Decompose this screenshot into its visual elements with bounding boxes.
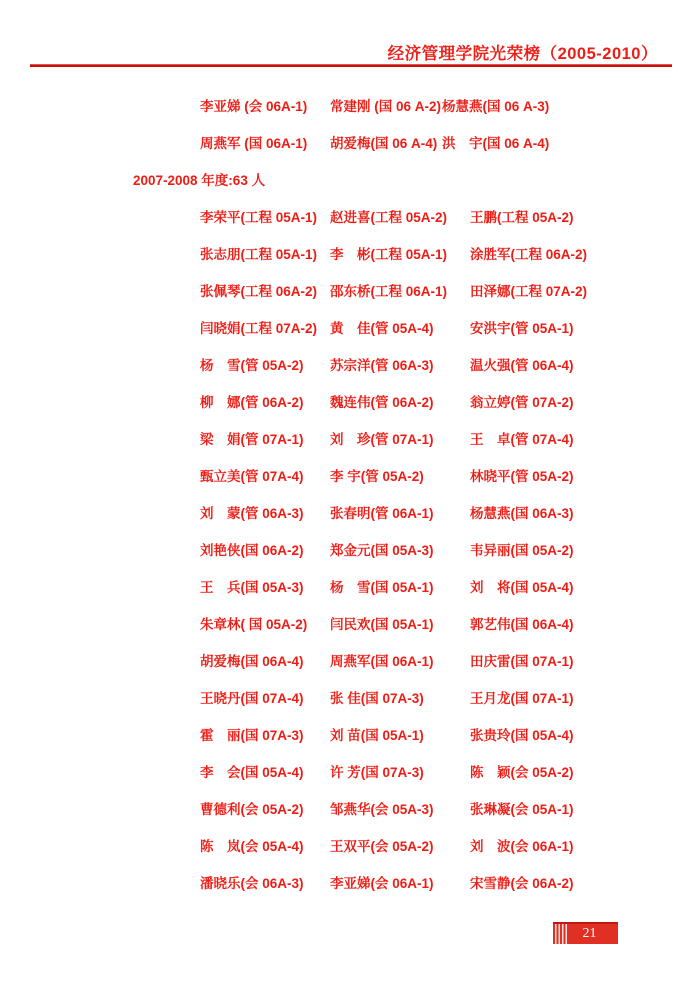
honor-roll-row [0, 532, 700, 569]
honor-roll-row [0, 717, 700, 754]
honor-roll-row [0, 569, 700, 606]
honoree-entry: 周燕军(国 06A-1) [330, 654, 434, 669]
honoree-entry: 刘 将(国 05A-4) [470, 580, 574, 595]
honoree-entry: 林晓平(管 05A-2) [470, 469, 574, 484]
honoree-entry: 李亚娣(会 06A-1) [330, 876, 434, 891]
honor-roll-row [0, 199, 700, 236]
honoree-entry: 王鹏(工程 05A-2) [470, 210, 574, 225]
page-number-badge [553, 922, 618, 944]
honor-roll-row [0, 791, 700, 828]
honoree-entry: 张佩琴(工程 06A-2) [200, 284, 318, 299]
honoree-entry: 洪 宇(国 06 A-4) [442, 136, 550, 151]
honoree-entry: 常建刚 (国 06 A-2) [330, 99, 442, 114]
honoree-entry: 甄立美(管 07A-4) [200, 469, 304, 484]
honor-roll-list [0, 88, 700, 902]
honoree-entry: 王 兵(国 05A-3) [200, 580, 304, 595]
honor-roll-row [0, 865, 700, 902]
honoree-entry: 黄 佳(管 05A-4) [330, 321, 434, 336]
honor-roll-row [0, 680, 700, 717]
honoree-entry: 韦异丽(国 05A-2) [470, 543, 574, 558]
honoree-entry: 陈 颖(会 05A-2) [470, 765, 574, 780]
section-heading-2007-2008: 2007-2008 年度:63 人 [133, 173, 266, 188]
honoree-entry: 刘 蒙(管 06A-3) [200, 506, 304, 521]
page-number: 21 [582, 926, 597, 941]
honoree-entry: 张志朋(工程 05A-1) [200, 247, 318, 262]
honoree-entry: 陈 岚(会 05A-4) [200, 839, 304, 854]
honor-roll-row [0, 495, 700, 532]
honoree-entry: 李 宇(管 05A-2) [330, 469, 424, 484]
honoree-entry: 胡爱梅(国 06 A-4) [330, 136, 438, 151]
honoree-entry: 刘 波(会 06A-1) [470, 839, 574, 854]
honoree-entry: 温火强(管 06A-4) [470, 358, 574, 373]
honoree-entry: 杨 雪(国 05A-1) [330, 580, 434, 595]
honor-roll-row [0, 458, 700, 495]
honoree-entry: 王 卓(管 07A-4) [470, 432, 574, 447]
honoree-entry: 朱章林( 国 05A-2) [200, 617, 308, 632]
honoree-entry: 郑金元(国 05A-3) [330, 543, 434, 558]
honoree-entry: 翁立婷(管 07A-2) [470, 395, 574, 410]
honoree-entry: 王晓丹(国 07A-4) [200, 691, 304, 706]
honor-roll-row [0, 88, 700, 125]
honoree-entry: 苏宗洋(管 06A-3) [330, 358, 434, 373]
honor-roll-row [0, 384, 700, 421]
honoree-entry: 王双平(会 05A-2) [330, 839, 434, 854]
honoree-entry: 张春明(管 06A-1) [330, 506, 434, 521]
honor-roll-row [0, 347, 700, 384]
honoree-entry: 王月龙(国 07A-1) [470, 691, 574, 706]
honor-roll-row [0, 606, 700, 643]
honoree-entry: 闫晓娟(工程 07A-2) [200, 321, 318, 336]
honoree-entry: 郭艺伟(国 06A-4) [470, 617, 574, 632]
honoree-entry: 霍 丽(国 07A-3) [200, 728, 304, 743]
honor-roll-row [0, 643, 700, 680]
page-title: 经济管理学院光荣榜（2005-2010） [387, 45, 658, 63]
honoree-entry: 闫民欢(国 05A-1) [330, 617, 434, 632]
badge-stripes-decoration [553, 924, 567, 944]
header-rule [30, 64, 672, 67]
honor-roll-row [0, 828, 700, 865]
honoree-entry: 柳 娜(管 06A-2) [200, 395, 304, 410]
honoree-entry: 杨慧燕(国 06A-3) [470, 506, 574, 521]
honor-roll-row [0, 754, 700, 791]
honoree-entry: 杨 雪(管 05A-2) [200, 358, 304, 373]
honoree-entry: 潘晓乐(会 06A-3) [200, 876, 304, 891]
honoree-entry: 李荣平(工程 05A-1) [200, 210, 318, 225]
honoree-entry: 曹德利(会 05A-2) [200, 802, 304, 817]
honoree-entry: 胡爱梅(国 06A-4) [200, 654, 304, 669]
honor-roll-row [0, 125, 700, 162]
honoree-entry: 刘 苗(国 05A-1) [330, 728, 424, 743]
honoree-entry: 李亚娣 (会 06A-1) [200, 99, 308, 114]
honoree-entry: 赵进喜(工程 05A-2) [330, 210, 448, 225]
honor-roll-row [0, 310, 700, 347]
honoree-entry: 刘 珍(管 07A-1) [330, 432, 434, 447]
honoree-entry: 张琳凝(会 05A-1) [470, 802, 574, 817]
honor-roll-row [0, 236, 700, 273]
honoree-entry: 宋雪静(会 06A-2) [470, 876, 574, 891]
honoree-entry: 魏连伟(管 06A-2) [330, 395, 434, 410]
honor-roll-row [0, 421, 700, 458]
honoree-entry: 田庆雷(国 07A-1) [470, 654, 574, 669]
honoree-entry: 李 彬(工程 05A-1) [330, 247, 448, 262]
honoree-entry: 周燕军 (国 06A-1) [200, 136, 308, 151]
honor-roll-row [0, 273, 700, 310]
honoree-entry: 杨慧燕(国 06 A-3) [442, 99, 550, 114]
honoree-entry: 邹燕华(会 05A-3) [330, 802, 434, 817]
honoree-entry: 李 会(国 05A-4) [200, 765, 304, 780]
honoree-entry: 田泽娜(工程 07A-2) [470, 284, 588, 299]
honoree-entry: 许 芳(国 07A-3) [330, 765, 424, 780]
honoree-entry: 梁 娟(管 07A-1) [200, 432, 304, 447]
honoree-entry: 张贵玲(国 05A-4) [470, 728, 574, 743]
honoree-entry: 刘艳侠(国 06A-2) [200, 543, 304, 558]
honoree-entry: 张 佳(国 07A-3) [330, 691, 424, 706]
honoree-entry: 邵东桥(工程 06A-1) [330, 284, 448, 299]
honoree-entry: 安洪宇(管 05A-1) [470, 321, 574, 336]
honoree-entry: 涂胜军(工程 06A-2) [470, 247, 588, 262]
